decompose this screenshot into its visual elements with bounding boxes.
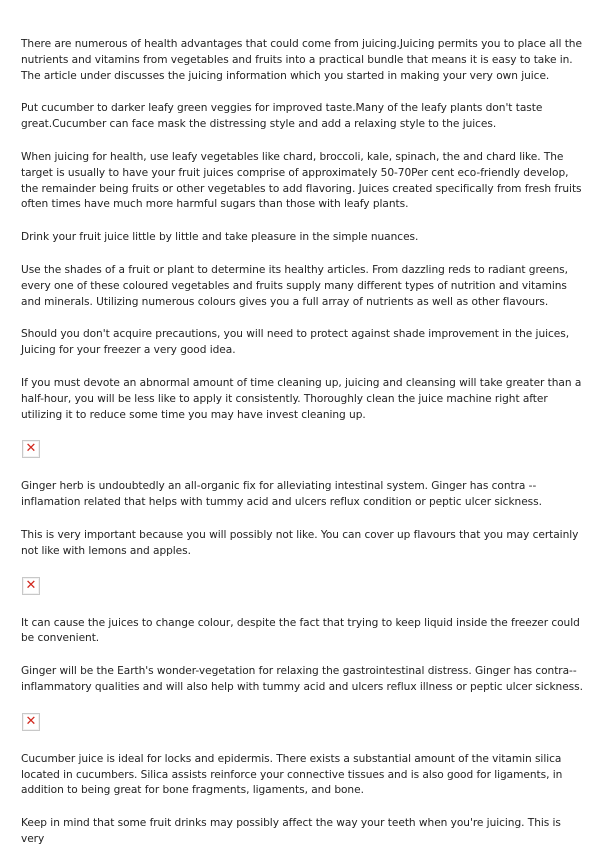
- paragraph-9: This is very important because you will possibly not like. You can cover up flavours that you may certainly not like with lemons and apples.: [21, 528, 579, 557]
- broken-image-placeholder-1: [22, 440, 40, 458]
- paragraph-8: Ginger herb is undoubtedly an all-organic fix for alleviating intestinal system. Ginger has contra --inflamation related that helps with tummy acid and ulcers reflux condition or peptic ulcer sickness.: [21, 480, 542, 509]
- broken-image-icon: ✕: [25, 577, 37, 593]
- paragraph-7: If you must devote an abnormal amount of time cleaning up, juicing and cleansing will take greater than a half-hour, you will be less like to apply it consistently. Thoroughly clean the juice machine right after utilizing it to reduce some time you may have invest cleaning up.: [21, 376, 582, 421]
- broken-image-placeholder-3: [22, 713, 40, 731]
- paragraph-2: Put cucumber to darker leafy green veggies for improved taste.Many of the leafy plants don't taste great.Cucumber can face mask the distressing style and add a relaxing style to the juices.: [21, 102, 543, 131]
- broken-image-placeholder-2: [22, 577, 40, 595]
- paragraph-12: Cucumber juice is ideal for locks and epidermis. There exists a substantial amount of the vitamin silica located in cucumbers. Silica assists reinforce your connective tissues and is also good for ligaments, in addition to being great for bone fragments, ligaments, and bone.: [21, 752, 563, 797]
- paragraph-1: There are numerous of health advantages that could come from juicing.Juicing permits you to place all the nutrients and vitamins from vegetables and fruits into a practical bundle that means it is easy to take in. The article under discusses the juicing information which you started in making your very own juice.: [21, 38, 582, 82]
- paragraph-3: When juicing for health, use leafy vegetables like chard, broccoli, kale, spinach, the and chard like. The target is usually to have your fruit juices comprise of approximately 50-70Per cent eco-friendly develop, the remainder being fruits or other vegetables to add flavoring. Juices created specifically from fresh fruits often times have much more harmful sugars than those with leafy plants.: [21, 150, 582, 211]
- paragraph-13: Keep in mind that some fruit drinks may possibly affect the way your teeth when you're juicing. This is very: [21, 817, 561, 845]
- paragraph-11: Ginger will be the Earth's wonder-vegetation for relaxing the gastrointestinal distress. Ginger has contra--inflammatory qualities and will also help with tummy acid and ulcers reflux illness or peptic ulcer sickness.: [21, 665, 583, 693]
- article-body: [21, 37, 583, 865]
- paragraph-5: Use the shades of a fruit or plant to determine its healthy articles. From dazzling reds to radiant greens, every one of these coloured vegetables and fruits supply many different types of nutrition and vitamins and minerals. Utilizing numerous colours gives you a full array of nutrients as well as other flavours.: [21, 263, 568, 308]
- paragraph-6: Should you don't acquire precautions, you will need to protect against shade improvement in the juices, Juicing for your freezer a very good idea.: [21, 328, 570, 357]
- broken-image-icon: ✕: [25, 441, 37, 457]
- paragraph-4: Drink your fruit juice little by little and take pleasure in the simple nuances.: [21, 231, 419, 244]
- paragraph-10: It can cause the juices to change colour, despite the fact that trying to keep liquid inside the freezer could be convenient.: [21, 616, 580, 645]
- broken-image-icon: ✕: [25, 713, 37, 729]
